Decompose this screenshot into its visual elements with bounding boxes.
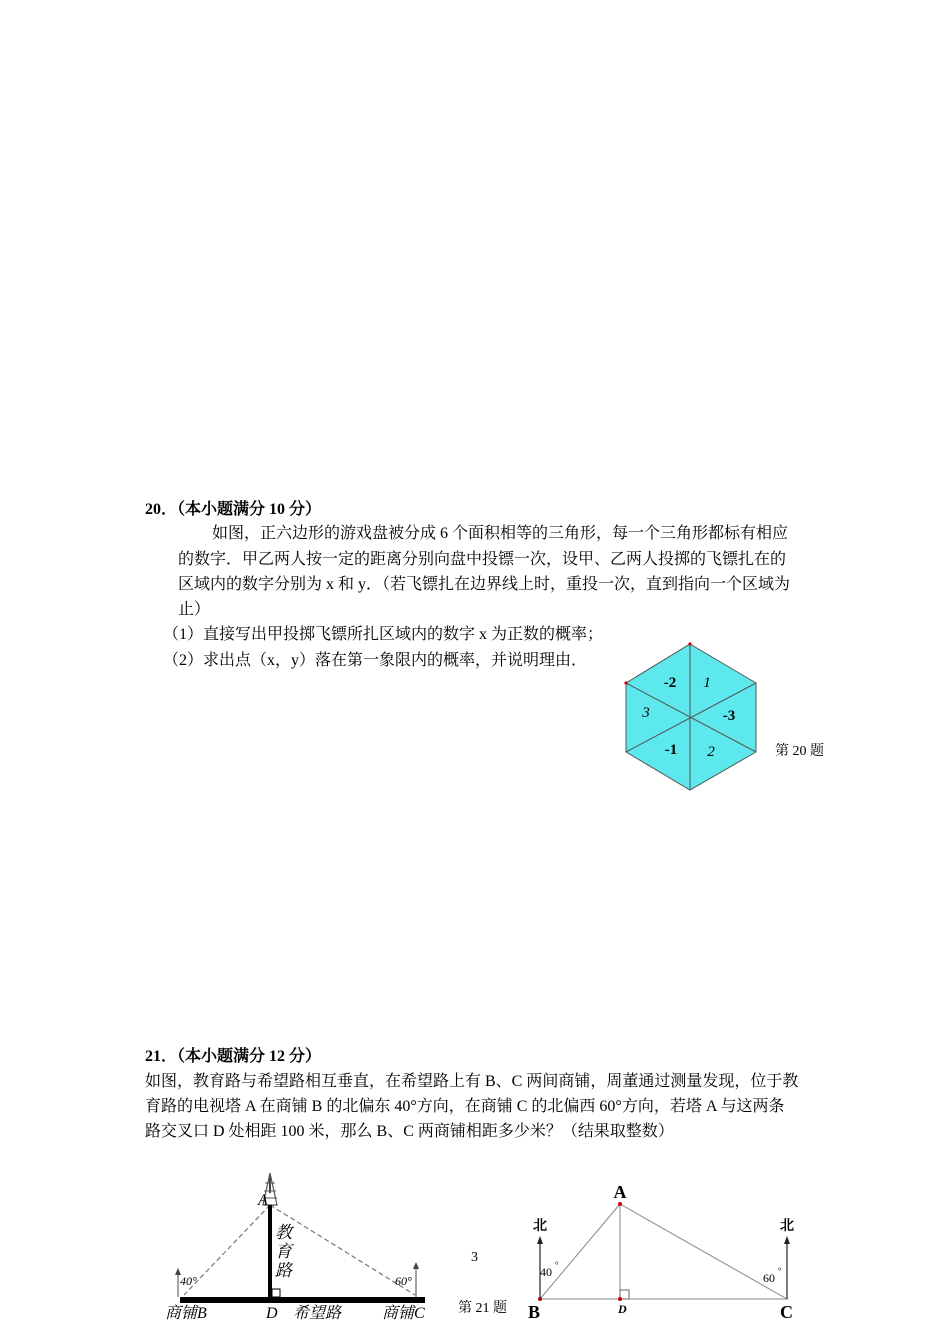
triangle-figure [525,1180,805,1330]
region-label-neg1: -1 [664,742,678,758]
figure-20-caption: 第 20 题 [775,744,824,759]
hexagon-top-vertex [688,642,691,645]
triangle-abc [540,1204,787,1299]
region-label-neg2: -2 [663,675,677,691]
label-b: B [528,1302,541,1322]
region-label-1: 1 [703,675,711,691]
hope-road-label: 希望路 [293,1305,342,1322]
road-label-char-3: 路 [275,1261,292,1280]
q21-heading: 21．（本小题满分 12 分） [145,1048,322,1065]
angle-label-60: 60° [395,1274,412,1288]
road-label-char-1: 教 [275,1223,292,1242]
angle-label-40: 40° [180,1274,197,1288]
label-a: A [613,1182,627,1202]
north-label-left: 北 [533,1219,547,1234]
q20-heading: 20．（本小题满分 10 分） [145,501,322,518]
figure-21-caption: 第 21 题 [458,1301,507,1316]
shop-b-label: 商铺B [165,1305,207,1322]
label-d: D [266,1305,278,1322]
right-angle-mark [272,1289,280,1297]
q20-item-1: （1）直接写出甲投掷飞镖所扎区域内的数字 x 为正数的概率； [163,626,604,643]
label-d: D [618,1302,627,1316]
q20-para-line-4: 止） [178,601,211,618]
q20-para-line-3: 区域内的数字分别为 x 和 y．（若飞镖扎在边界线上时，重投一次，直到指向一个区域为 [178,576,791,593]
label-c: C [780,1302,793,1322]
angle-label-40: 40 [540,1265,552,1279]
degree-mark-60: ° [778,1266,782,1276]
point-a [618,1202,622,1206]
q20-para-line-2: 的数字．甲乙两人按一定的距离分别向盘中投镖一次，设甲、乙两人投掷的飞镖扎在的 [178,551,787,568]
region-label-3: 3 [642,705,650,721]
north-label-right: 北 [780,1219,794,1234]
q20-item-2: （2）求出点（x，y）落在第一象限内的概率，并说明理由． [163,652,588,669]
road-map-figure [160,1165,440,1325]
q21-para-line-2: 育路的电视塔 A 在商铺 B 的北偏东 40°方向，在商铺 C 的北偏西 60°方向，若塔 A 与这两条 [145,1098,785,1115]
hexagon-dartboard [620,638,765,796]
label-a: A [258,1192,268,1209]
road-label-char-2: 育 [275,1242,292,1261]
point-d [618,1297,622,1301]
region-label-2: 2 [707,744,715,760]
page-number: 3 [471,1250,478,1265]
region-label-neg3: -3 [722,708,736,724]
hexagon-left-vertex [624,681,627,684]
q21-para-line-3: 路交叉口 D 处相距 100 米，那么 B、C 两商铺相距多少米？（结果取整数） [145,1123,674,1140]
q20-para-line-1: 如图，正六边形的游戏盘被分成 6 个面积相等的三角形，每一个三角形都标有相应 [212,525,789,542]
sight-line-b [184,1205,270,1295]
degree-mark-40: ° [555,1260,559,1270]
angle-label-60: 60 [763,1271,775,1285]
shop-c-label: 商铺C [382,1305,425,1322]
q21-para-line-1: 如图，教育路与希望路相互垂直，在希望路上有 B、C 两间商铺，周董通过测量发现，位于教 [145,1073,799,1090]
